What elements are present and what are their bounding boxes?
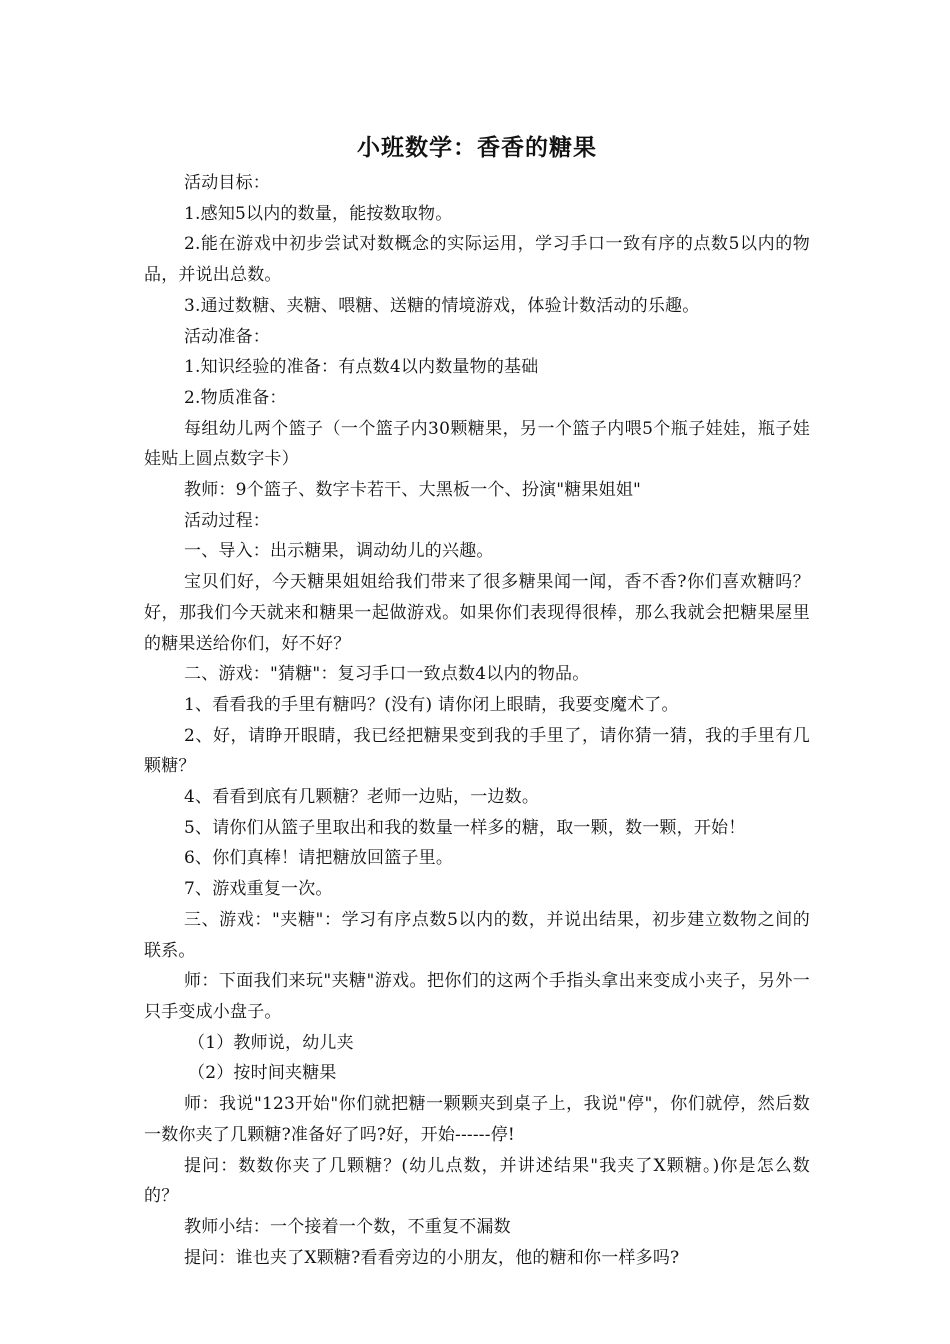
goal-item-3: 3.通过数糖、夹糖、喂糖、送糖的情境游戏，体验计数活动的乐趣。 — [184, 295, 700, 316]
list-item: （1）教师说，幼儿夹 — [188, 1032, 354, 1053]
preparation-item-2: 2.物质准备： — [184, 387, 287, 408]
paragraph: 宝贝们好，今天糖果姐姐给我们带来了很多糖果闻一闻，香不香?你们喜欢糖吗？好，那我们今天就来和糖果一起做游戏。如果你们表现得很棒，那么我就会把糖果屋里的糖果送给你们，好不好？ — [144, 572, 810, 654]
document-body — [144, 130, 810, 1273]
section-heading-preparation: 活动准备： — [184, 326, 270, 347]
section-heading-goals: 活动目标： — [184, 173, 270, 193]
list-item: 2、好，请睁开眼睛，我已经把糖果变到我的手里了，请你猜一猜，我的手里有几颗糖？ — [144, 725, 810, 777]
list-item: 6、你们真棒！请把糖放回篮子里。 — [184, 848, 454, 869]
section-heading-process: 活动过程： — [184, 510, 270, 531]
list-item: 1、看看我的手里有糖吗？(没有) 请你闭上眼睛，我要变魔术了。 — [184, 694, 679, 715]
list-item: 5、请你们从篮子里取出和我的数量一样多的糖，取一颗，数一颗，开始！ — [184, 817, 746, 838]
preparation-detail-teacher: 教师：9个篮子、数字卡若干、大黑板一个、扮演"糖果姐姐" — [184, 480, 642, 501]
document-title: 小班数学：香香的糖果 — [357, 135, 597, 161]
process-step-guess-game: 二、游戏："猜糖"：复习手口一致点数4以内的物品。 — [184, 664, 590, 685]
paragraph: 师：下面我们来玩"夹糖"游戏。把你们的这两个手指头拿出来变成小夹子，另外一只手变成小盘子。 — [144, 971, 810, 1022]
list-item: 7、游戏重复一次。 — [184, 879, 333, 900]
list-item: （2）按时间夹糖果 — [188, 1063, 337, 1084]
goal-item-2: 2.能在游戏中初步尝试对数概念的实际运用，学习手口一致有序的点数5以内的物品，并说出总数。 — [144, 234, 810, 286]
process-step-intro: 一、导入：出示糖果，调动幼儿的兴趣。 — [184, 541, 494, 562]
paragraph: 提问：数数你夹了几颗糖？(幼儿点数，并讲述结果"我夹了X颗糖。)你是怎么数的？ — [144, 1155, 810, 1207]
process-step-pinch-game: 三、游戏："夹糖"：学习有序点数5以内的数，并说出结果，初步建立数物之间的联系。 — [144, 909, 810, 961]
goal-item-1: 1.感知5以内的数量，能按数取物。 — [184, 203, 453, 224]
paragraph: 师：我说"123开始"你们就把糖一颗颗夹到桌子上，我说"停"，你们就停，然后数一数你夹了几颗糖?准备好了吗?好，开始------停! — [144, 1094, 810, 1145]
list-item: 4、看看到底有几颗糖？老师一边贴，一边数。 — [184, 787, 540, 808]
preparation-detail-groups: 每组幼儿两个篮子（一个篮子内30颗糖果，另一个篮子内喂5个瓶子娃娃，瓶子娃娃贴上圆点数字卡） — [144, 418, 810, 470]
preparation-item-1: 1.知识经验的准备：有点数4以内数量物的基础 — [184, 357, 539, 378]
paragraph: 提问：谁也夹了X颗糖?看看旁边的小朋友，他的糖和你一样多吗? — [184, 1247, 680, 1268]
paragraph: 教师小结：一个接着一个数，不重复不漏数 — [184, 1216, 511, 1237]
